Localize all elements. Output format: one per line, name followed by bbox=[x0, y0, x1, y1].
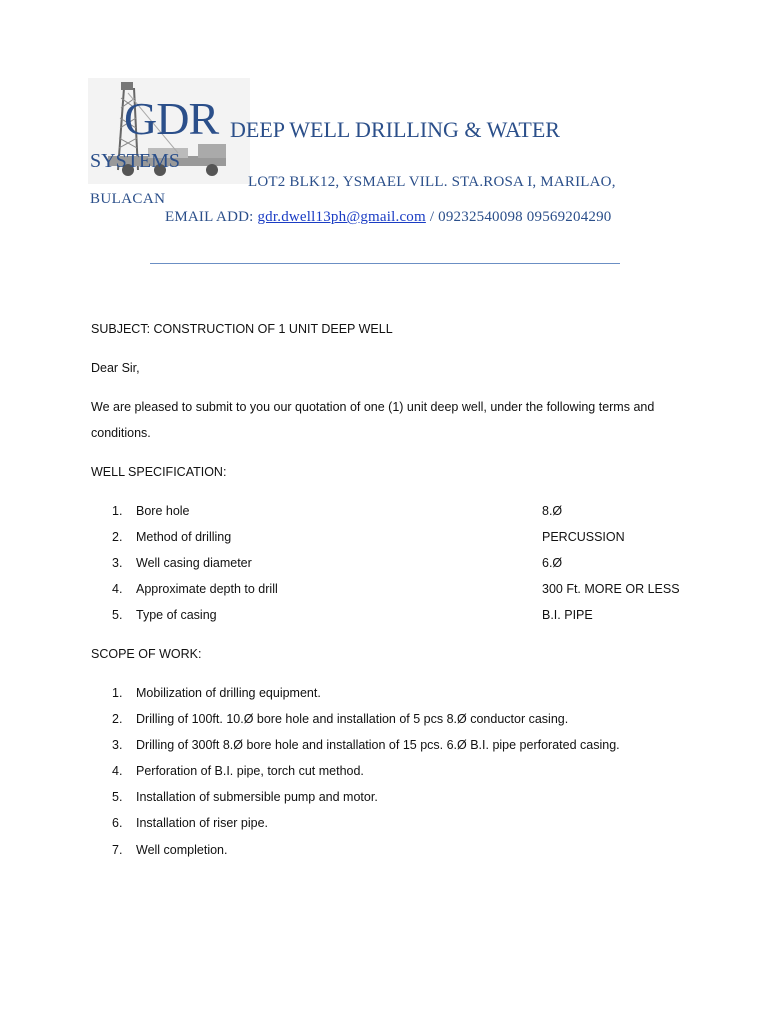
spec-item-value: B.I. PIPE bbox=[542, 608, 593, 622]
scope-item bbox=[0, 712, 768, 732]
scope-item-text: Drilling of 100ft. 10.Ø bore hole and installation of 5 pcs 8.Ø conductor casing. bbox=[136, 712, 569, 726]
brand-name: GDR bbox=[124, 93, 219, 144]
phone-numbers: / 09232540098 09569204290 bbox=[425, 209, 612, 225]
scope-item-number: 4. bbox=[112, 764, 123, 778]
spec-item-value: 6.Ø bbox=[542, 556, 563, 570]
spec-item-value: 300 Ft. MORE OR LESS bbox=[542, 582, 680, 596]
company-name-line2: SYSTEMS bbox=[90, 150, 181, 172]
well-specification-heading: WELL SPECIFICATION: bbox=[91, 465, 227, 479]
scope-item-number: 6. bbox=[112, 816, 123, 830]
spec-item bbox=[0, 608, 768, 628]
subject-line: SUBJECT: CONSTRUCTION OF 1 UNIT DEEP WELL bbox=[91, 322, 393, 336]
scope-item-text: Drilling of 300ft 8.Ø bore hole and installation of 15 pcs. 6.Ø B.I. pipe perforated casing. bbox=[136, 738, 620, 752]
scope-item-text: Well completion. bbox=[136, 843, 228, 857]
scope-item bbox=[0, 764, 768, 784]
spec-item-label: Type of casing bbox=[136, 608, 217, 622]
scope-item bbox=[0, 686, 768, 706]
spec-item bbox=[0, 504, 768, 524]
intro-paragraph-line1: We are pleased to submit to you our quotation of one (1) unit deep well, under the following terms and bbox=[91, 400, 655, 414]
spec-item-value: PERCUSSION bbox=[542, 530, 625, 544]
scope-item-text: Perforation of B.I. pipe, torch cut method. bbox=[136, 764, 364, 778]
spec-item-number: 2. bbox=[112, 530, 123, 544]
spec-item bbox=[0, 582, 768, 602]
scope-item-text: Mobilization of drilling equipment. bbox=[136, 686, 321, 700]
header-divider bbox=[150, 263, 620, 264]
spec-item-number: 4. bbox=[112, 582, 123, 596]
address-line1: LOT2 BLK12, YSMAEL VILL. STA.ROSA I, MARILAO, bbox=[248, 174, 616, 190]
salutation: Dear Sir, bbox=[91, 361, 140, 375]
scope-item-number: 5. bbox=[112, 790, 123, 804]
scope-item bbox=[0, 816, 768, 836]
scope-item bbox=[0, 843, 768, 863]
contact-line bbox=[165, 209, 612, 226]
scope-item-number: 1. bbox=[112, 686, 123, 700]
scope-item-text: Installation of submersible pump and motor. bbox=[136, 790, 378, 804]
spec-item-number: 5. bbox=[112, 608, 123, 622]
address-line2: BULACAN bbox=[90, 191, 166, 207]
scope-of-work-heading: SCOPE OF WORK: bbox=[91, 647, 202, 661]
scope-item-text: Installation of riser pipe. bbox=[136, 816, 269, 830]
scope-item-number: 7. bbox=[112, 843, 123, 857]
email-link[interactable]: gdr.dwell13ph@gmail.com bbox=[257, 209, 426, 225]
spec-item-label: Approximate depth to drill bbox=[136, 582, 278, 596]
spec-item bbox=[0, 530, 768, 550]
spec-item-label: Well casing diameter bbox=[136, 556, 252, 570]
spec-item-label: Method of drilling bbox=[136, 530, 232, 544]
spec-item-value: 8.Ø bbox=[542, 504, 563, 518]
spec-item bbox=[0, 556, 768, 576]
email-label: EMAIL ADD: bbox=[165, 209, 258, 225]
scope-item-number: 3. bbox=[112, 738, 123, 752]
spec-item-number: 3. bbox=[112, 556, 123, 570]
spec-item-number: 1. bbox=[112, 504, 123, 518]
intro-paragraph-line2: conditions. bbox=[91, 426, 151, 440]
scope-item-number: 2. bbox=[112, 712, 123, 726]
scope-item bbox=[0, 790, 768, 810]
spec-item-label: Bore hole bbox=[136, 504, 190, 518]
company-name-line1: DEEP WELL DRILLING & WATER bbox=[230, 117, 560, 142]
scope-item bbox=[0, 738, 768, 758]
